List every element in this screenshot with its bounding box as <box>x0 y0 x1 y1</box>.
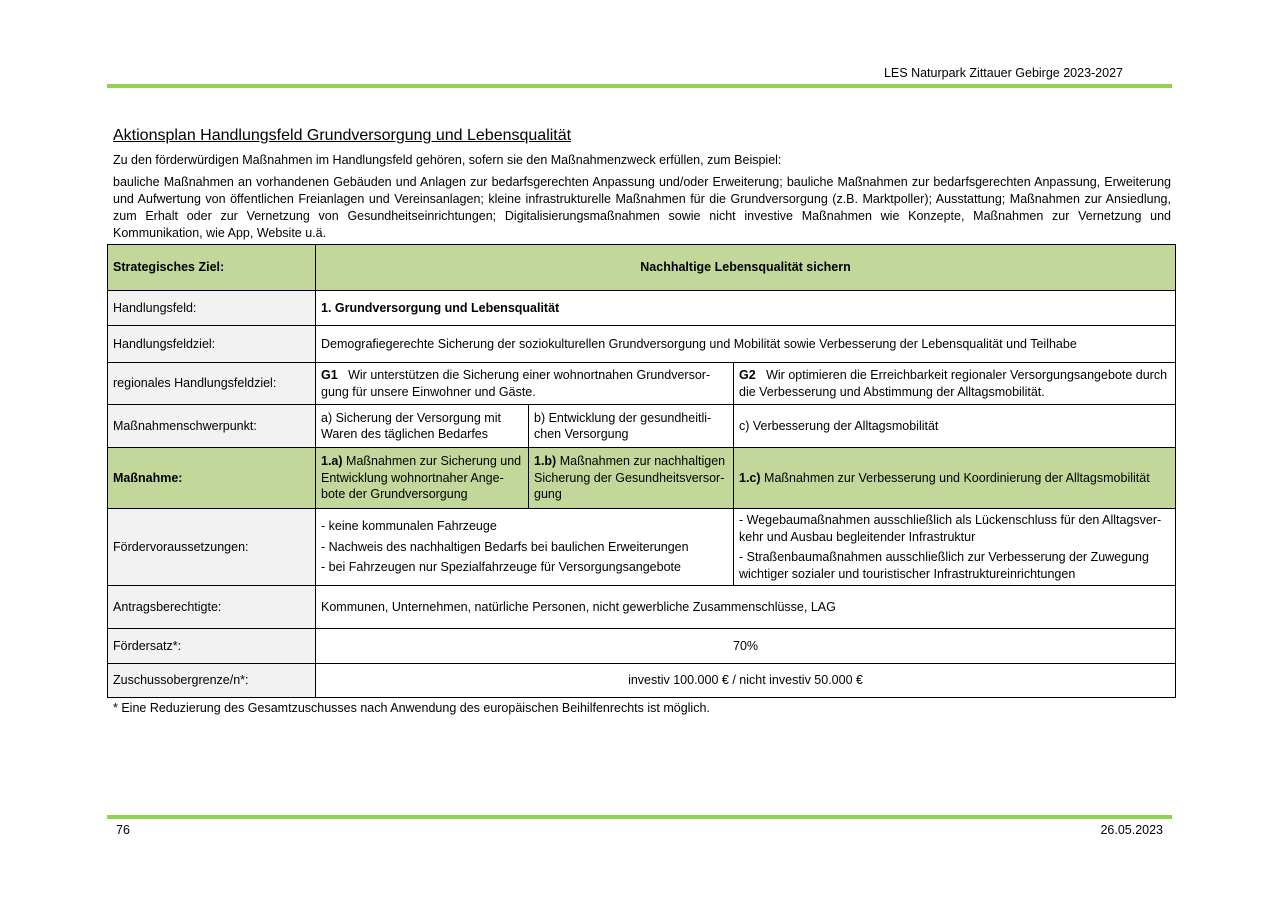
action-plan-table <box>107 244 1176 698</box>
table-row <box>108 291 1176 326</box>
goal-text: Wir optimieren die Erreichbarkeit regionaler Versorgungsangebote durch die Verbesserung und Abstimmung der Alltagsmobilität. <box>739 368 1168 399</box>
focus-b: b) Entwicklung der gesundheitli-chen Versorgung <box>529 405 734 448</box>
cap-label: Zuschussobergrenze/n*: <box>108 664 316 698</box>
measure-b <box>529 448 734 509</box>
table-row <box>108 629 1176 664</box>
applicants-value: Kommunen, Unternehmen, natürliche Personen, nicht gewerbliche Zusammenschlüsse, LAG <box>316 586 1176 629</box>
field-label: Handlungsfeld: <box>108 291 316 326</box>
table-row <box>108 245 1176 291</box>
focus-c: c) Verbesserung der Alltagsmobilität <box>734 405 1176 448</box>
requirements-right <box>734 509 1176 586</box>
measure-code: 1.c) <box>739 470 761 485</box>
header-divider <box>107 84 1172 88</box>
requirement-item: - Wegebaumaßnahmen ausschließlich als Lückenschluss für den Alltagsver-kehr und Ausbau begleitender Infrastruktur <box>739 513 1162 544</box>
section-title: Aktionsplan Handlungsfeld Grundversorgung und Lebensqualität <box>113 127 572 144</box>
footer-divider <box>107 815 1172 819</box>
field-goal-label: Handlungsfeldziel: <box>108 326 316 363</box>
measure-code: 1.b) <box>534 454 557 469</box>
strategic-goal-label: Strategisches Ziel: <box>108 245 316 291</box>
section-intro: Zu den förderwürdigen Maßnahmen im Handlungsfeld gehören, sofern sie den Maßnahmenzweck erfüllen, zum Beispiel: <box>113 153 782 167</box>
field-value: 1. Grundversorgung und Lebensqualität <box>316 291 1176 326</box>
table-row <box>108 326 1176 363</box>
measure-label: Maßnahme: <box>108 448 316 509</box>
regional-goal-g2 <box>734 363 1176 405</box>
goal-code: G2 <box>739 368 756 382</box>
goal-code: G1 <box>321 368 338 382</box>
field-goal-value: Demografiegerechte Sicherung der soziokulturellen Grundversorgung und Mobilität sowie Verbesserung der Lebensqualität und Teilhabe <box>316 326 1176 363</box>
measure-code: 1.a) <box>321 454 343 469</box>
measure-c <box>734 448 1176 509</box>
measure-text: Maßnahmen zur nachhaltigen Sicherung der Gesundheitsversor-gung <box>534 454 726 502</box>
focus-a: a) Sicherung der Versorgung mit Waren des täglichen Bedarfes <box>316 405 529 448</box>
table-row <box>108 664 1176 698</box>
requirements-left <box>316 509 734 586</box>
regional-goal-label: regionales Handlungsfeldziel: <box>108 363 316 405</box>
table-row <box>108 405 1176 448</box>
requirement-item: - Nachweis des nachhaltigen Bedarfs bei baulichen Erweiterungen <box>321 539 689 554</box>
measure-a <box>316 448 529 509</box>
requirements-label: Fördervoraussetzungen: <box>108 509 316 586</box>
focus-label: Maßnahmenschwerpunkt: <box>108 405 316 448</box>
table-row <box>108 509 1176 586</box>
footnote: * Eine Reduzierung des Gesamtzuschusses nach Anwendung des europäischen Beihilfenrechts ist möglich. <box>113 701 710 715</box>
table-row <box>108 586 1176 629</box>
measure-text: Maßnahmen zur Sicherung und Entwicklung wohnortnaher Ange-bote der Grundversorgung <box>321 454 522 502</box>
regional-goal-g1 <box>316 363 734 405</box>
strategic-goal-value: Nachhaltige Lebensqualität sichern <box>316 245 1176 291</box>
applicants-label: Antragsberechtigte: <box>108 586 316 629</box>
requirement-item: - keine kommunalen Fahrzeuge <box>321 519 497 534</box>
table-row <box>108 363 1176 405</box>
cap-value: investiv 100.000 € / nicht investiv 50.000 € <box>316 664 1176 698</box>
section-description: bauliche Maßnahmen an vorhandenen Gebäuden und Anlagen zur bedarfsgerechten Anpassung und/oder Erweiterung; bauliche Maßnahmen zur bedarfsgerechten Anpassung, Erweiterung und Aufwertung von öffentlichen Freianlagen und Vereinsanlagen; kleine infrastrukturelle Maßnahmen für die Grundversorgung (z.B. Marktpoller); Ausstattung; Maßnahmen zur Ansiedlung, zum Erhalt oder zur Vernetzung von Gesundheitseinrichtungen; Digitalisierungsmaßnahmen sowie nicht investive Maßnahmen wie Konzepte, Maßnahmen zur Vernetzung und Kommunikation, wie App, Website u.ä. <box>113 175 1171 240</box>
page-number: 76 <box>116 823 130 837</box>
document-date: 26.05.2023 <box>1100 823 1163 837</box>
rate-value: 70% <box>316 629 1176 664</box>
table-row <box>108 448 1176 509</box>
requirement-item: - Straßenbaumaßnahmen ausschließlich zur Verbesserung der Zuwegung wichtiger sozialer und touristischer Infrastruktureinrichtungen <box>739 550 1149 581</box>
document-header-title: LES Naturpark Zittauer Gebirge 2023-2027 <box>883 66 1123 80</box>
requirement-item: - bei Fahrzeugen nur Spezialfahrzeuge für Versorgungsangebote <box>321 560 681 575</box>
goal-text: Wir unterstützen die Sicherung einer wohnortnahen Grundversor-gung für unsere Einwohner und Gäste. <box>321 368 711 399</box>
measure-text: Maßnahmen zur Verbesserung und Koordinierung der Alltagsmobilität <box>764 470 1150 485</box>
rate-label: Fördersatz*: <box>108 629 316 664</box>
